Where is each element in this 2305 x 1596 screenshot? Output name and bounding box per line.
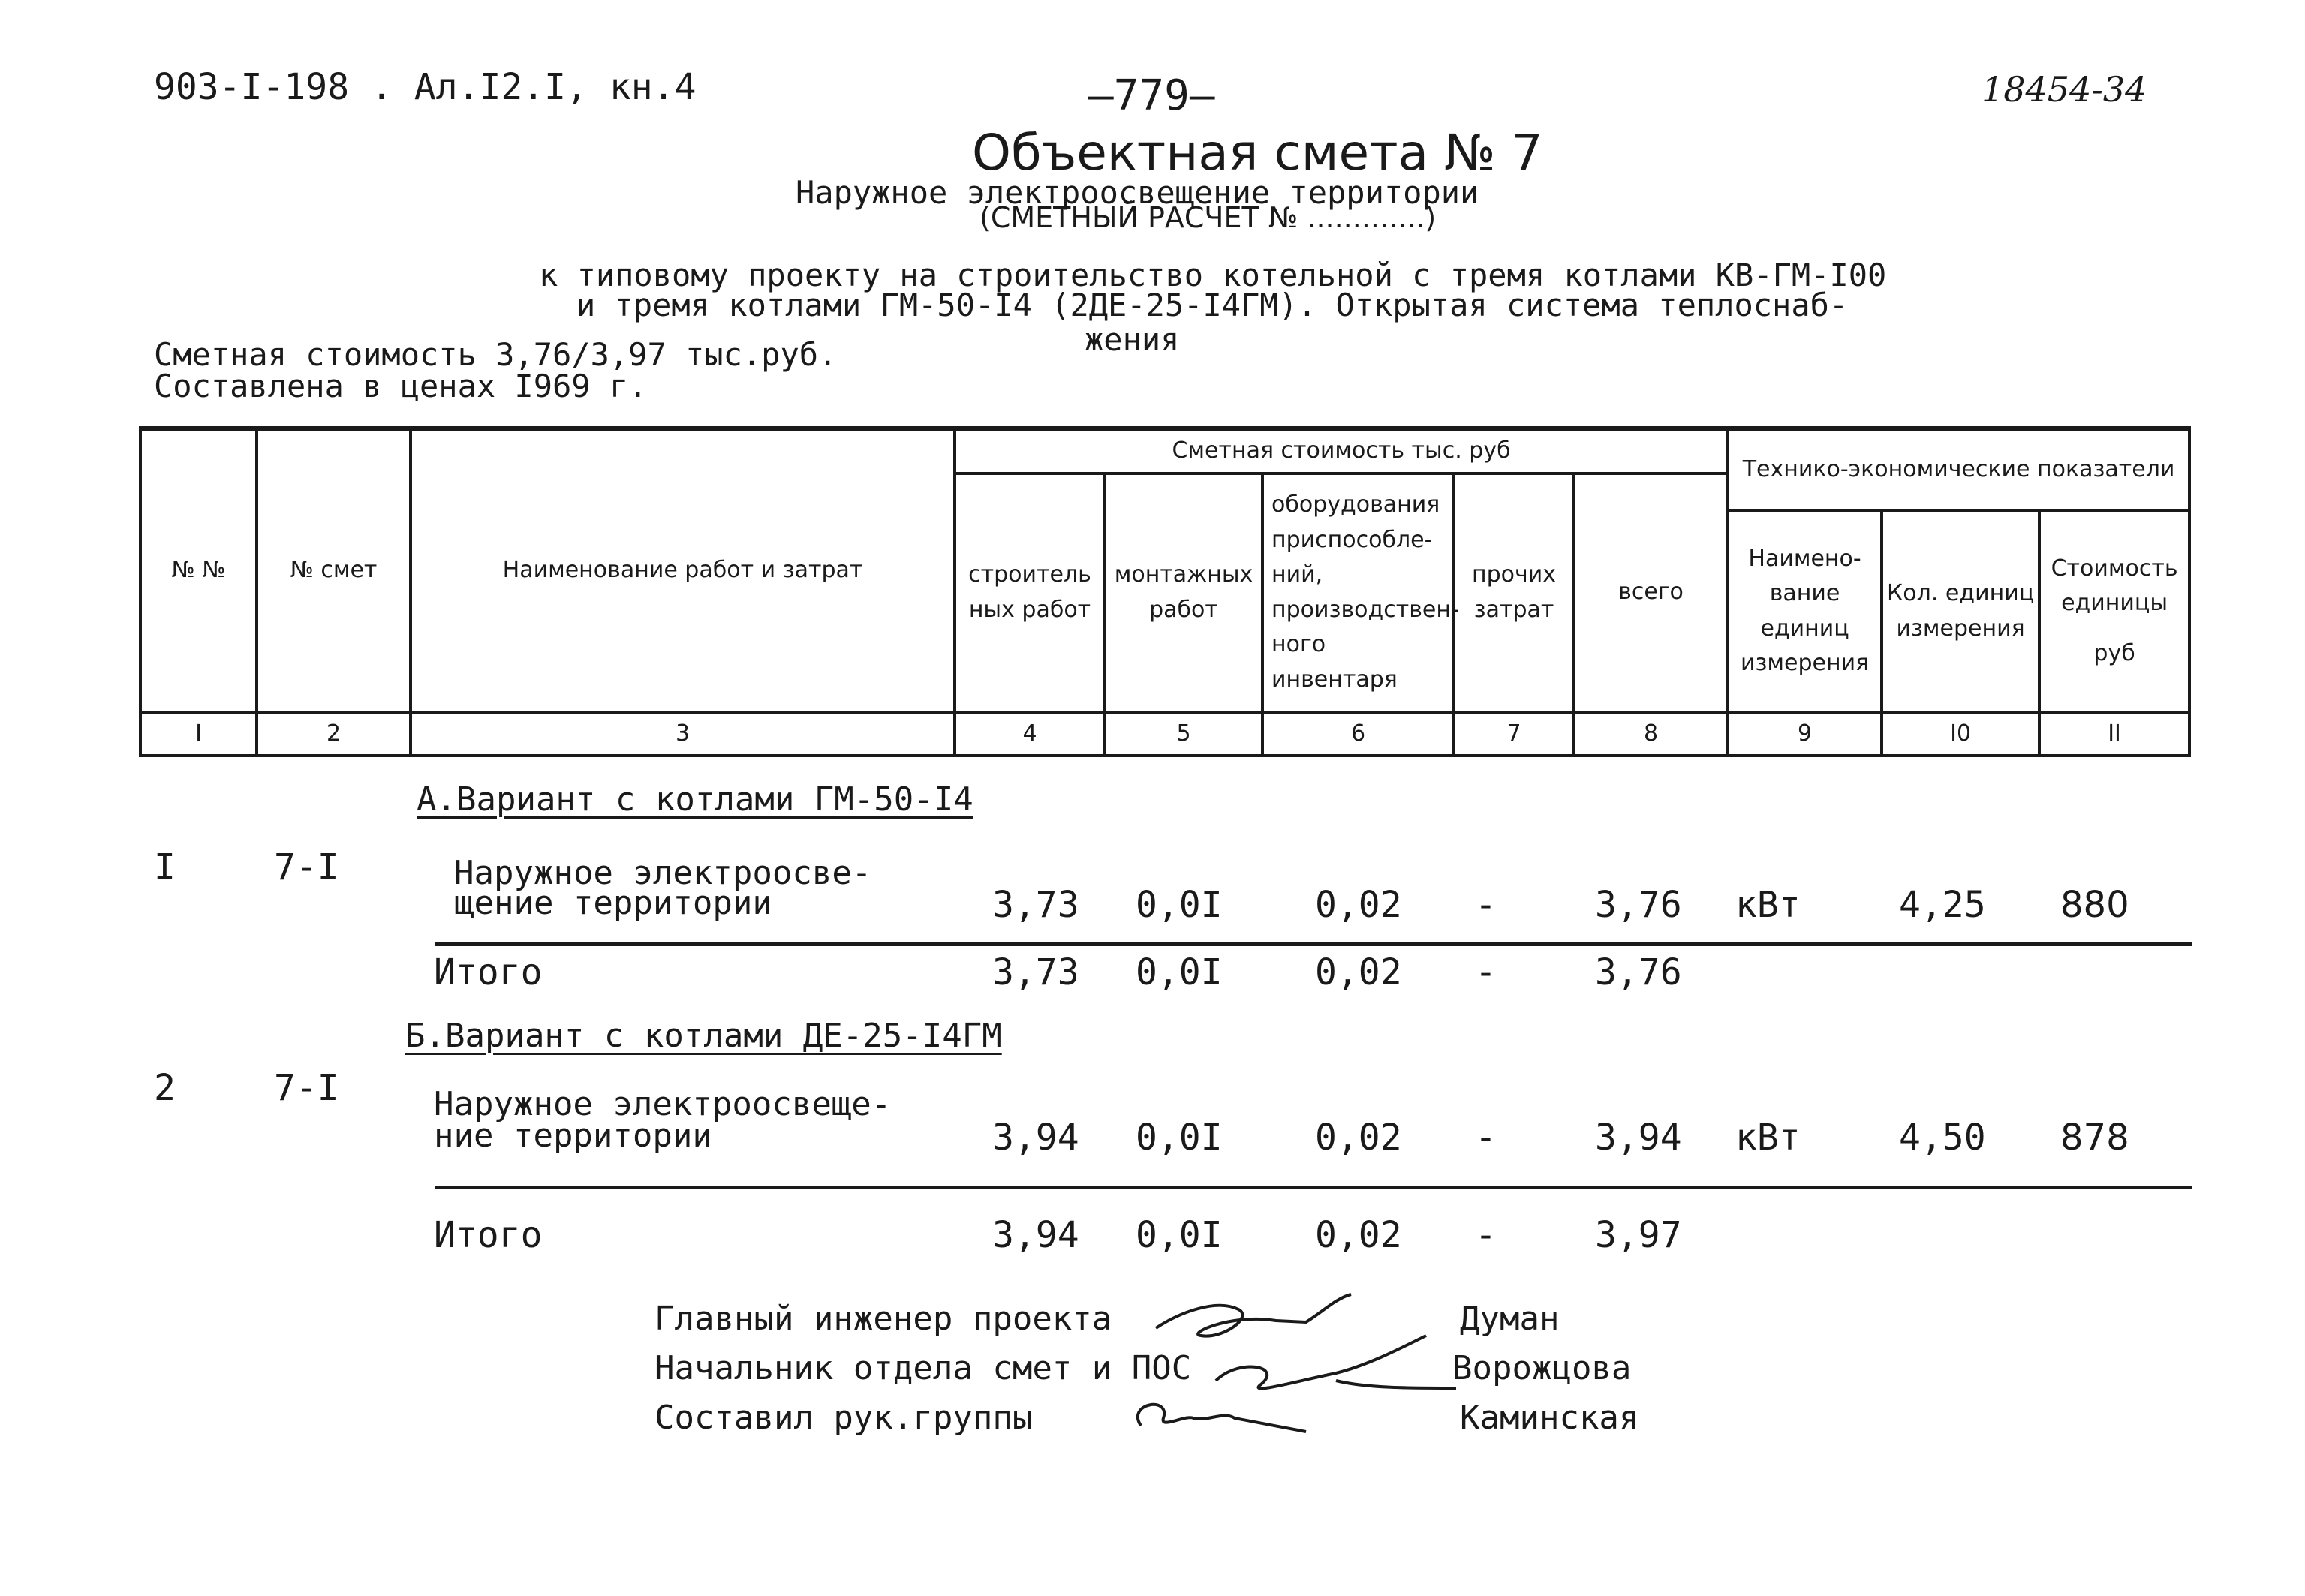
estimate-header-table — [139, 426, 2191, 757]
header-cost-group: Сметная стоимость тыс. руб — [955, 428, 1728, 473]
header-work-name: Наименование работ и затрат — [411, 428, 955, 712]
header-estimate-no: № смет — [257, 428, 411, 712]
row-name-line-2: ние территории — [434, 1117, 712, 1155]
signature-name-chief-engineer: Думан — [1460, 1300, 1560, 1338]
page-subtitle: Наружное электроосвещение территории — [796, 174, 1479, 211]
row-unit-cost: 880 — [2060, 884, 2129, 926]
col-num-3: 3 — [411, 712, 955, 756]
row-qty: 4,25 — [1899, 884, 1986, 926]
total-other: - — [1475, 951, 1497, 993]
total-mount: 0,0I — [1136, 1214, 1223, 1256]
signature-stroke-3 — [1138, 1405, 1306, 1432]
row-equipment: 0,02 — [1315, 884, 1402, 926]
total-label: Итого — [434, 951, 543, 993]
row-mount: 0,0I — [1136, 884, 1223, 926]
header-unit-cost-unit: руб — [2093, 639, 2135, 666]
col-num-11: II — [2039, 712, 2189, 756]
col-num-6: 6 — [1262, 712, 1454, 756]
divider — [435, 1186, 2192, 1189]
signature-name-estimates-head: Ворожцова — [1452, 1349, 1632, 1387]
signature-name-group-lead: Каминская — [1460, 1399, 1639, 1437]
col-num-8: 8 — [1574, 712, 1728, 756]
project-line-1: к типовому проекту на строительство котельной с тремя котлами КВ-ГМ-I00 — [539, 257, 1887, 293]
header-unit-cost — [2039, 511, 2189, 712]
total-equipment: 0,02 — [1315, 1214, 1402, 1256]
row-no: 2 — [154, 1067, 176, 1109]
row-total: 3,94 — [1595, 1117, 1682, 1159]
divider — [435, 942, 2192, 946]
row-build: 3,94 — [992, 1117, 1079, 1159]
row-no: I — [154, 846, 176, 888]
signature-stroke-1 — [1156, 1294, 1351, 1336]
row-qty: 4,50 — [1899, 1117, 1986, 1159]
header-unit-cost-label: Стоимость единицы — [2051, 555, 2178, 617]
column-number-row — [140, 712, 2189, 756]
total-total: 3,97 — [1595, 1214, 1682, 1256]
header-other: прочих затрат — [1454, 473, 1574, 712]
col-num-9: 9 — [1728, 712, 1882, 756]
total-build: 3,94 — [992, 1214, 1079, 1256]
section-a-title: А.Вариант с котлами ГМ-50-I4 — [417, 780, 973, 819]
header-mount: монтажных работ — [1105, 473, 1262, 712]
page-title: Объектная смета № 7 — [972, 124, 1543, 182]
row-name-line-1: Наружное электроосвеще- — [434, 1085, 892, 1123]
total-build: 3,73 — [992, 951, 1079, 993]
total-mount: 0,0I — [1136, 951, 1223, 993]
header-equipment: оборудования приспособле-ний, производствен-ного инвентаря — [1262, 473, 1454, 712]
row-name-line-1: Наружное электроосве- — [454, 854, 872, 892]
row-estimate-no: 7-I — [274, 846, 339, 888]
header-build: строитель ных работ — [955, 473, 1105, 712]
row-mount: 0,0I — [1136, 1117, 1223, 1159]
header-tech-group: Технико-экономические показатели — [1728, 428, 2189, 511]
section-b-title: Б.Вариант с котлами ДЕ-25-I4ГМ — [405, 1017, 1002, 1055]
total-label: Итого — [434, 1214, 543, 1256]
signature-stroke-2 — [1216, 1336, 1456, 1388]
handwritten-signatures — [1111, 1268, 1501, 1463]
row-unit: кВт — [1735, 884, 1801, 926]
header-no: № № — [140, 428, 257, 712]
row-unit-cost: 878 — [2060, 1117, 2129, 1159]
total-equipment: 0,02 — [1315, 951, 1402, 993]
price-basis: Составлена в ценах I969 г. — [154, 368, 648, 404]
header-unit-qty: Кол. единиц измерения — [1882, 511, 2039, 712]
calc-number: (СМЕТНЫЙ РАСЧЕТ № .............) — [979, 201, 1437, 234]
estimated-cost: Сметная стоимость 3,76/3,97 тыс.руб. — [154, 336, 838, 373]
total-total: 3,76 — [1595, 951, 1682, 993]
row-total: 3,76 — [1595, 884, 1682, 926]
page-number: —779— — [1088, 71, 1215, 120]
row-other: - — [1475, 884, 1497, 926]
signature-role-chief-engineer: Главный инженер проекта — [654, 1300, 1112, 1338]
total-other: - — [1475, 1214, 1497, 1256]
col-num-7: 7 — [1454, 712, 1574, 756]
project-line-2: и тремя котлами ГМ-50-I4 (2ДЕ-25-I4ГМ). Открытая система теплоснаб- — [576, 287, 1849, 323]
row-build: 3,73 — [992, 884, 1079, 926]
col-num-4: 4 — [955, 712, 1105, 756]
col-num-2: 2 — [257, 712, 411, 756]
document-number: 18454-34 — [1982, 69, 2147, 110]
row-estimate-no: 7-I — [274, 1067, 339, 1109]
col-num-5: 5 — [1105, 712, 1262, 756]
row-other: - — [1475, 1117, 1497, 1159]
col-num-1: I — [140, 712, 257, 756]
row-name-line-2: щение территории — [454, 884, 772, 922]
signature-role-estimates-head: Начальник отдела смет и ПОС — [654, 1349, 1192, 1387]
row-unit: кВт — [1735, 1117, 1801, 1159]
row-equipment: 0,02 — [1315, 1117, 1402, 1159]
project-line-3: жения — [1085, 321, 1180, 358]
document-code: 903-I-198 . Ал.I2.I, кн.4 — [154, 66, 697, 108]
header-total: всего — [1574, 473, 1728, 712]
signature-role-group-lead: Составил рук.группы — [654, 1399, 1033, 1437]
header-unit-name: Наимено-вание единиц измерения — [1728, 511, 1882, 712]
col-num-10: I0 — [1882, 712, 2039, 756]
